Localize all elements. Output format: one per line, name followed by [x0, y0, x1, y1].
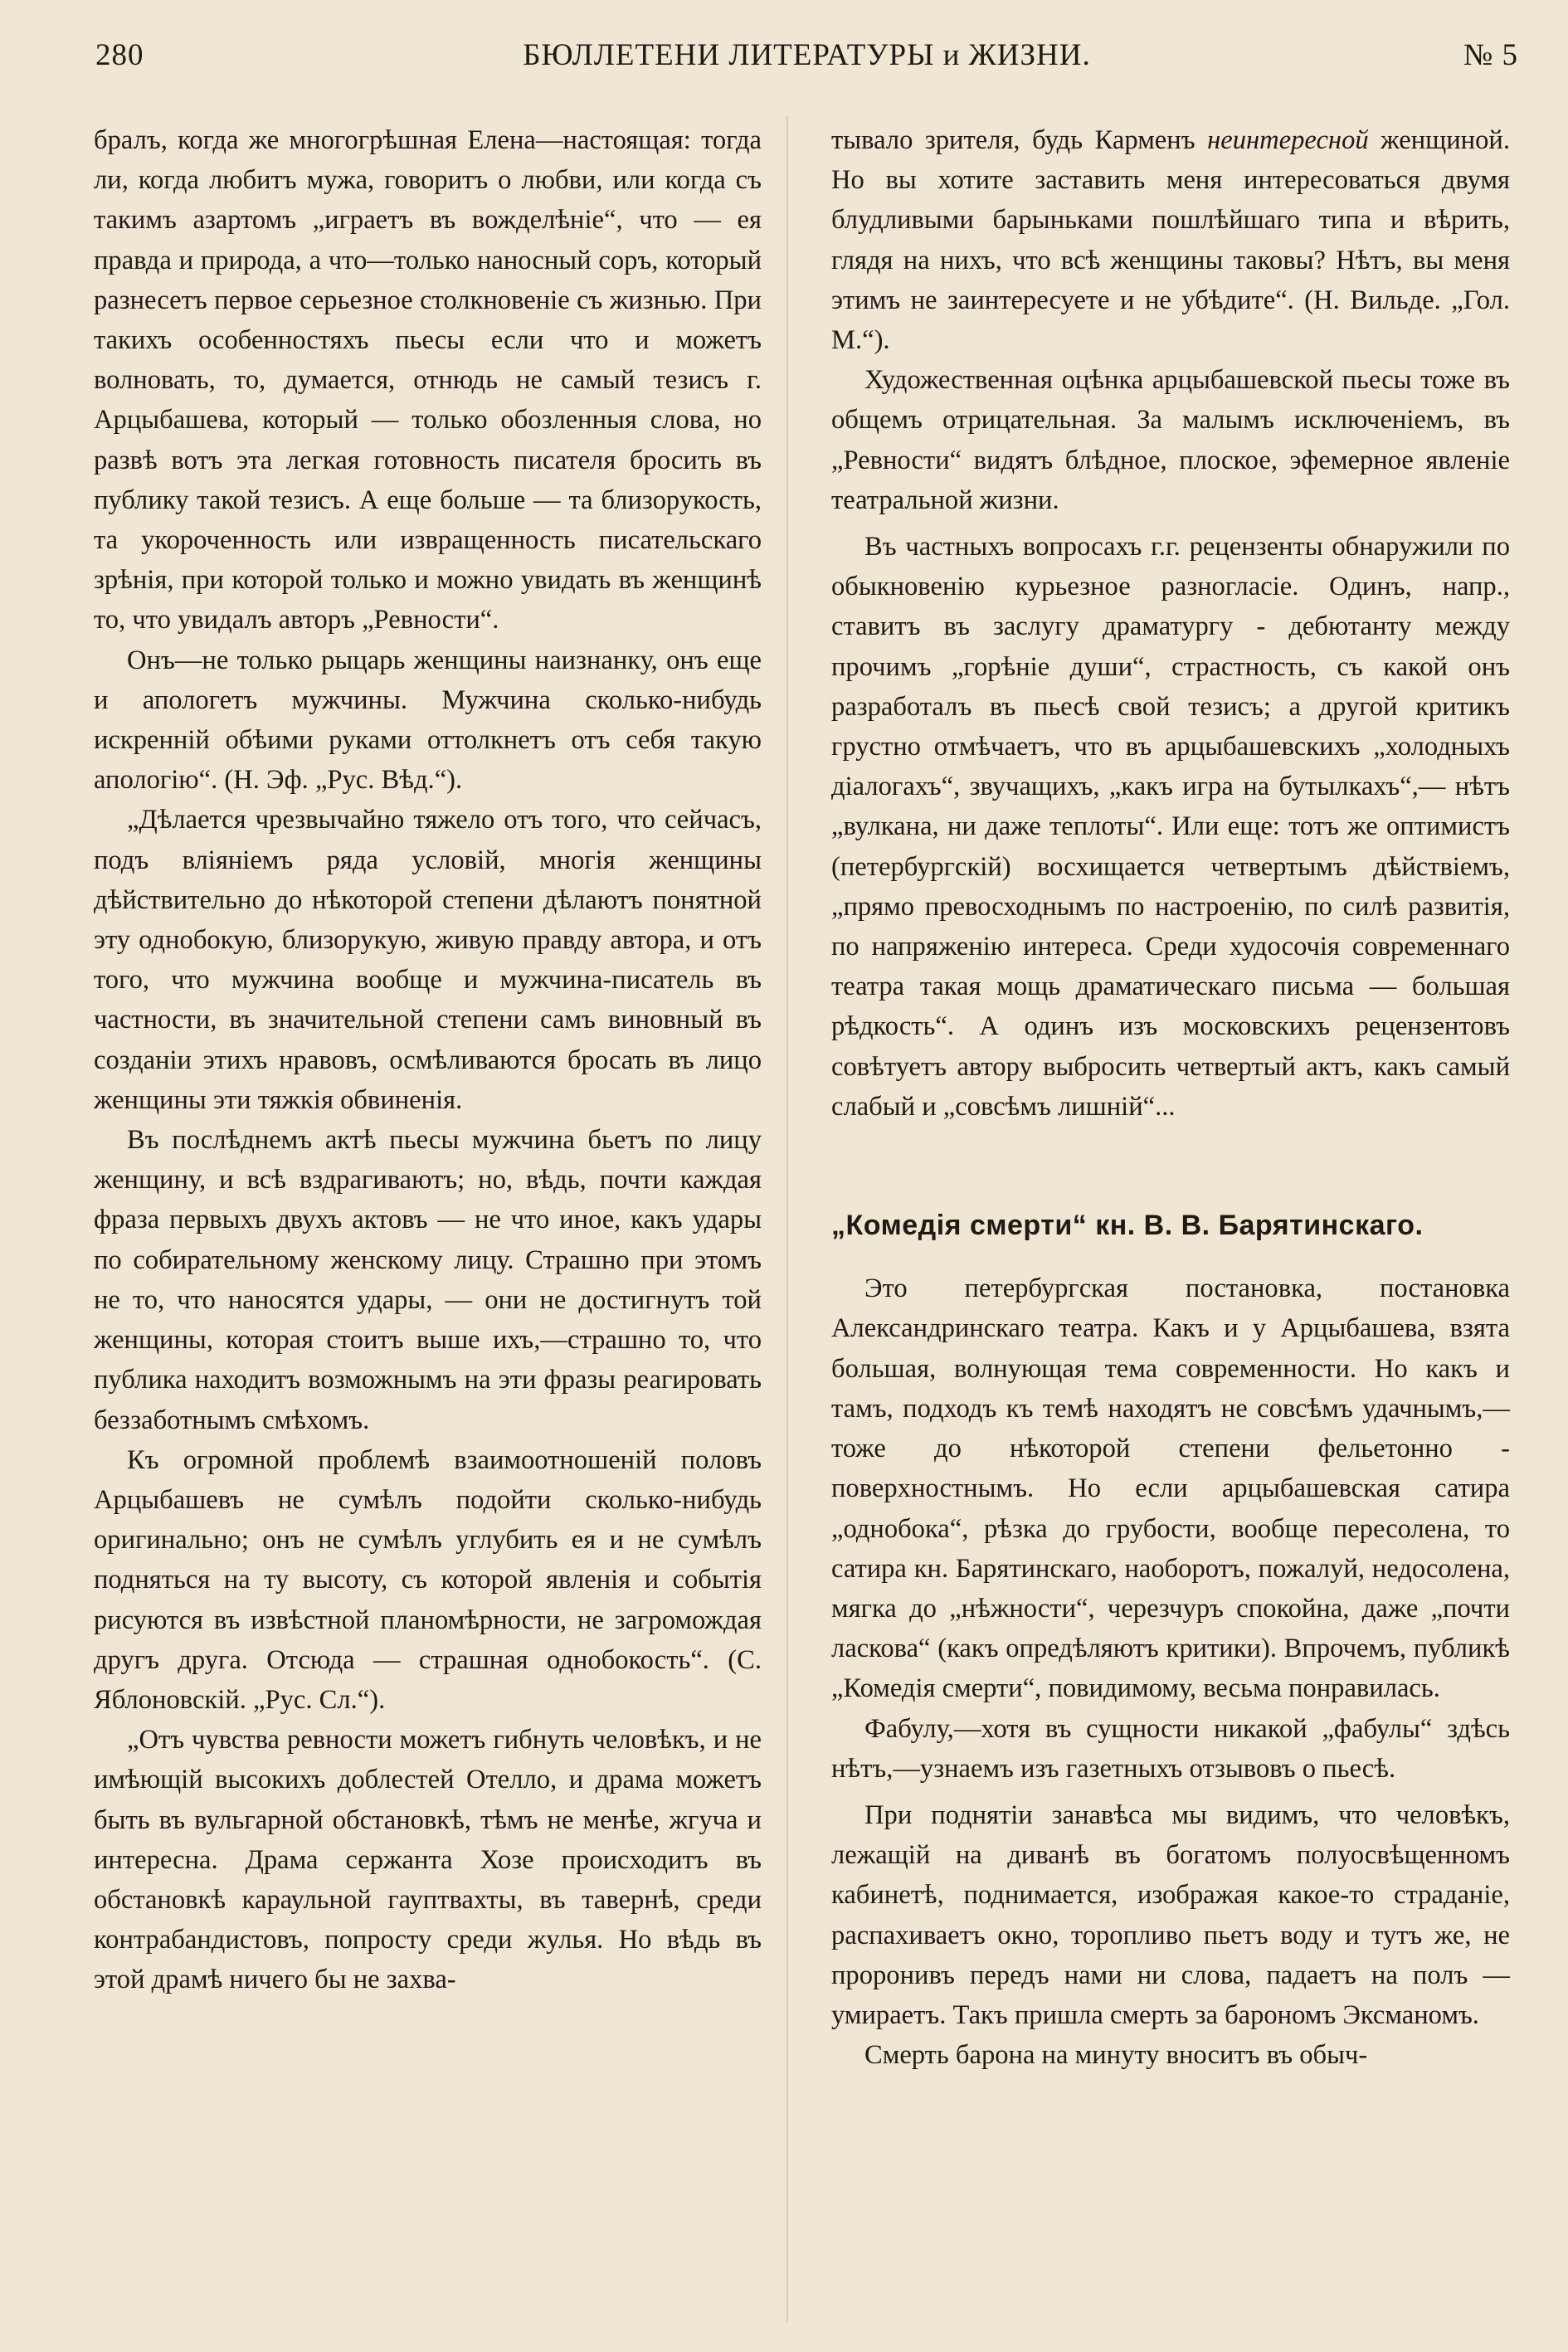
paragraph: Фабулу,—хотя въ сущности никакой „фабулы“ здѣсь нѣтъ,—узнаемъ изъ газетныхъ отзывовъ о пьесѣ. — [831, 1713, 1510, 1784]
left-column — [94, 120, 762, 2000]
column-divider — [786, 116, 788, 2323]
paragraph — [831, 120, 1510, 360]
right-column — [831, 120, 1510, 2075]
paragraph: Смерть барона на минуту вноситъ въ обыч- — [864, 2040, 1368, 2071]
text-run: женщиной. Но вы хотите заставить меня интересоваться двумя блудливыми барыньками пошлѣйшаго типа и вѣрить, глядя на нихъ, что всѣ женщины таковы? Нѣтъ, вы меня этимъ не заинтересуете и не убѣдите“. (Н. Вильде. „Гол. М.“). — [831, 125, 1510, 356]
paragraph: Въ послѣднемъ актѣ пьесы мужчина бьетъ по лицу женщину, и всѣ вздрагиваютъ; но, вѣдь, почти каждая фраза первыхъ двухъ актовъ — не что иное, какъ удары по собирательному женскому лицу. Страшно при этомъ не то, что наносятся удары, — они не достигнутъ той женщины, которая стоитъ выше ихъ,—страшно то, что публика находитъ возможнымъ на эти фразы реагировать беззаботнымъ смѣхомъ. — [94, 1125, 762, 1435]
text-run: тывало зрителя, будь Карменъ — [831, 125, 1208, 155]
paragraph: Онъ—не только рыцарь женщины наизнанку, онъ еще и апологетъ мужчины. Мужчина сколько-нибудь искренній обѣими руками оттолкнетъ отъ себя такую апологію“. (Н. Эф. „Рус. Вѣд.“). — [94, 645, 762, 796]
emphasis: неинтересной — [1207, 125, 1369, 155]
running-title: БЮЛЛЕТЕНИ ЛИТЕРАТУРЫ и ЖИЗНИ. — [523, 38, 1091, 72]
page-header — [95, 37, 1518, 87]
quote-paragraph: „Отъ чувства ревности можетъ гибнуть человѣкъ, и не имѣющій высокихъ доблестей Отелло, и драма можетъ быть въ вульгарной обстановкѣ, тѣмъ не менѣе, жгуча и интересна. Драма сержанта Хозе происходитъ въ обстановкѣ караульной гауптвахты, въ тавернѣ, среди контрабандистовъ, попросту среди жулья. Но вѣдь въ этой драмѣ ничего бы не захва- — [94, 1725, 762, 1995]
quote-paragraph: „Дѣлается чрезвычайно тяжело отъ того, что сейчасъ, подъ вліяніемъ ряда условій, многія женщины дѣйствительно до нѣкоторой степени дѣлаютъ понятной эту однобокую, близорукую, живую правду автора, и отъ того, что мужчина вообще и мужчина-писатель въ частности, въ значительной степени самъ виновный въ созданіи этихъ нравовъ, осмѣливаются бросать въ лицо женщины эти тяжкія обвиненія. — [94, 805, 762, 1115]
paragraph: Въ частныхъ вопросахъ г.г. рецензенты обнаружили по обыкновенію курьезное разногласіе. Одинъ, напр., ставитъ въ заслугу драматургу - дебютанту между прочимъ „горѣніе души“, страстность, съ какой онъ разработалъ въ пьесѣ свой тезисъ; а другой критикъ грустно отмѣчаетъ, что въ арцыбашевскихъ „холодныхъ діалогахъ“, звучащихъ, „какъ игра на бутылкахъ“,— нѣтъ „вулкана, ни даже теплоты“. Или еще: тотъ же оптимистъ (петербургскій) восхищается четвертымъ дѣйствіемъ, „прямо превосходнымъ по настроенію, по силѣ развитія, по напряженію интереса. Среди худосочія современнаго театра такая мощь драматическаго письма — большая рѣдкость“. А одинъ изъ московскихъ рецензентовъ совѣтуетъ автору выбросить четвертый актъ, какъ самый слабый и „совсѣмъ лишній“... — [831, 532, 1510, 1122]
paragraph: Художественная оцѣнка арцыбашевской пьесы тоже въ общемъ отрицательная. За малымъ исключеніемъ, въ „Ревности“ видятъ блѣдное, плоское, эфемерное явленіе театральной жизни. — [831, 365, 1510, 515]
paragraph: При поднятіи занавѣса мы видимъ, что человѣкъ, лежащій на диванѣ въ богатомъ полуосвѣщенномъ кабинетѣ, поднимается, изображая какое-то страданіе, распахиваетъ окно, торопливо пьетъ воду и тутъ же, не проронивъ передъ нами ни слова, падаетъ на полъ — умираетъ. Такъ пришла смерть за барономъ Эксманомъ. — [831, 1799, 1510, 2030]
section-heading: „Комедія смерти“ кн. В. В. Барятинскаго. — [831, 1210, 1424, 1242]
paragraph: бралъ, когда же многогрѣшная Елена—настоящая: тогда ли, когда любитъ мужа, говоритъ о любви, или когда съ такимъ азартомъ „играетъ въ вожделѣніе“, что — ея правда и природа, а что—только наносный соръ, который разнесетъ первое серьезное столкновеніе съ жизнью. При такихъ особенностяхъ пьесы если что и можетъ волновать, то, думается, отнюдь не самый тезисъ г. Арцыбашева, который — только обозленныя слова, но развѣ вотъ эта легкая готовность писателя бросить въ публику такой тезисъ. А еще больше — та близорукость, та укороченность или извращенность писательскаго зрѣнія, при которой только и можно увидать въ женщинѣ то, что увидалъ авторъ „Ревности“. — [94, 125, 762, 635]
page-number: 280 — [95, 38, 144, 72]
paragraph: Къ огромной проблемѣ взаимоотношеній половъ Арцыбашевъ не сумѣлъ подойти сколько-нибудь оригинально; онъ не сумѣлъ углубить ея и не сумѣлъ подняться на ту высоту, съ которой явленія и событія рисуются въ извѣстной планомѣрности, не загромождая другъ друга. Отсюда — страшная однобокость“. (С. Яблоновскій. „Рус. Сл.“). — [94, 1444, 762, 1715]
paragraph: Это петербургская постановка, постановка Александринскаго театра. Какъ и у Арцыбашева, взята большая, волнующая тема современности. Но какъ и тамъ, подходъ къ темѣ находятъ не совсѣмъ удачнымъ,—тоже до нѣкоторой степени фельетонно - поверхностнымъ. Но если арцыбашевская сатира „однобока“, рѣзка до грубости, вообще пересолена, то сатира кн. Барятинскаго, наоборотъ, пожалуй, недосолена, мягка до „нѣжности“, черезчуръ спокойна, даже „почти ласкова“ (какъ опредѣляютъ критики). Впрочемъ, публикѣ „Комедія смерти“, повидимому, весьма понравилась. — [831, 1273, 1510, 1704]
issue-number: № 5 — [1463, 38, 1518, 72]
